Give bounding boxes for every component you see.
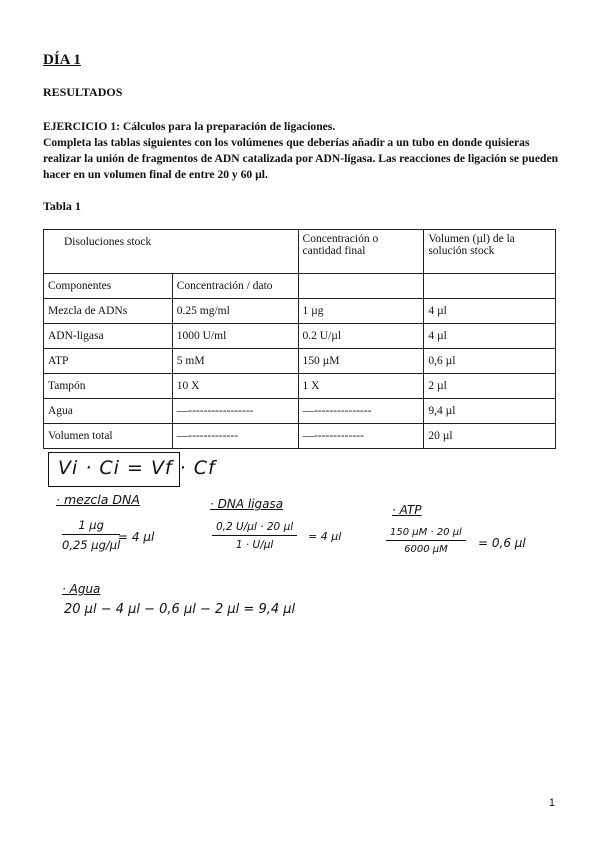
cell-final: —--------------- [298,399,424,424]
ligasa-label: · DNA ligasa [210,497,284,511]
page-title: DÍA 1 [43,52,81,68]
exercise-body: Completa las tablas siguientes con los volúmenes que deberías añadir a un tubo en donde quisieras realizar la unión de fragmentos de ADN catalizada por ADN-ligasa. Las reacciones de ligación se pueden hacer en un volumen final de entre 20 y 60 µl. [43,136,559,181]
atp-result: = 0,6 µl [478,536,526,550]
table-row [44,374,556,399]
cell-volume: 20 µl [424,424,556,449]
formula-text: Vi · Ci = Vf · Cf [58,457,216,479]
mezcla-denominator: 0,25 µg/µl [62,538,121,552]
mezcla-result: = 4 µl [118,530,155,544]
mezcla-fraction [62,518,120,552]
cell-stock: —------------- [172,424,298,449]
mezcla-numerator: 1 µg [62,518,120,535]
subheader-component: Componentes [44,274,173,299]
agua-expression: 20 µl − 4 µl − 0,6 µl − 2 µl = 9,4 µl [64,602,296,617]
cell-stock: 5 mM [172,349,298,374]
table-row [44,424,556,449]
cell-volume: 0,6 µl [424,349,556,374]
table-subheader-row [44,274,556,299]
section-title: RESULTADOS [43,85,123,99]
ligasa-result: = 4 µl [308,530,342,543]
table-label: Tabla 1 [43,199,81,213]
cell-stock: 0.25 mg/ml [172,299,298,324]
cell-volume: 4 µl [424,324,556,349]
table-row [44,399,556,424]
ligasa-denominator: 1 · U/µl [235,539,274,551]
subheader-concentration: Concentración / dato [172,274,298,299]
cell-component: ADN-ligasa [44,324,173,349]
ligasa-fraction [212,521,297,551]
ligation-table [43,229,556,449]
cell-final: —------------- [298,424,424,449]
atp-fraction [386,527,466,555]
cell-component: Volumen total [44,424,173,449]
cell-final: 150 µM [298,349,424,374]
exercise-text [43,119,563,183]
cell-final: 1 µg [298,299,424,324]
subheader-empty [424,274,556,299]
cell-stock: —----------------- [172,399,298,424]
agua-label: · Agua [62,582,101,596]
atp-label: · ATP [392,503,422,517]
ligasa-numerator: 0,2 U/µl · 20 µl [212,521,297,536]
cell-final: 1 X [298,374,424,399]
exercise-title: EJERCICIO 1: Cálculos para la preparación de ligaciones. [43,120,336,133]
cell-stock: 1000 U/ml [172,324,298,349]
table-row [44,299,556,324]
table-row [44,324,556,349]
table-row [44,349,556,374]
cell-component: ATP [44,349,173,374]
subheader-empty [298,274,424,299]
page-number: 1 [548,797,555,809]
header-final: Concentración o cantidad final [298,230,424,274]
cell-component: Mezcla de ADNs [44,299,173,324]
atp-denominator: 6000 µM [404,544,448,555]
atp-numerator: 150 µM · 20 µl [386,527,466,541]
cell-volume: 2 µl [424,374,556,399]
cell-component: Tampón [44,374,173,399]
cell-final: 0.2 U/µl [298,324,424,349]
header-volume: Volumen (µl) de la solución stock [424,230,556,274]
cell-stock: 10 X [172,374,298,399]
table-header-row [44,230,556,274]
cell-volume: 4 µl [424,299,556,324]
cell-volume: 9,4 µl [424,399,556,424]
header-stock: Disoluciones stock [44,230,299,274]
mezcla-label: · mezcla DNA [56,492,140,507]
cell-component: Agua [44,399,173,424]
